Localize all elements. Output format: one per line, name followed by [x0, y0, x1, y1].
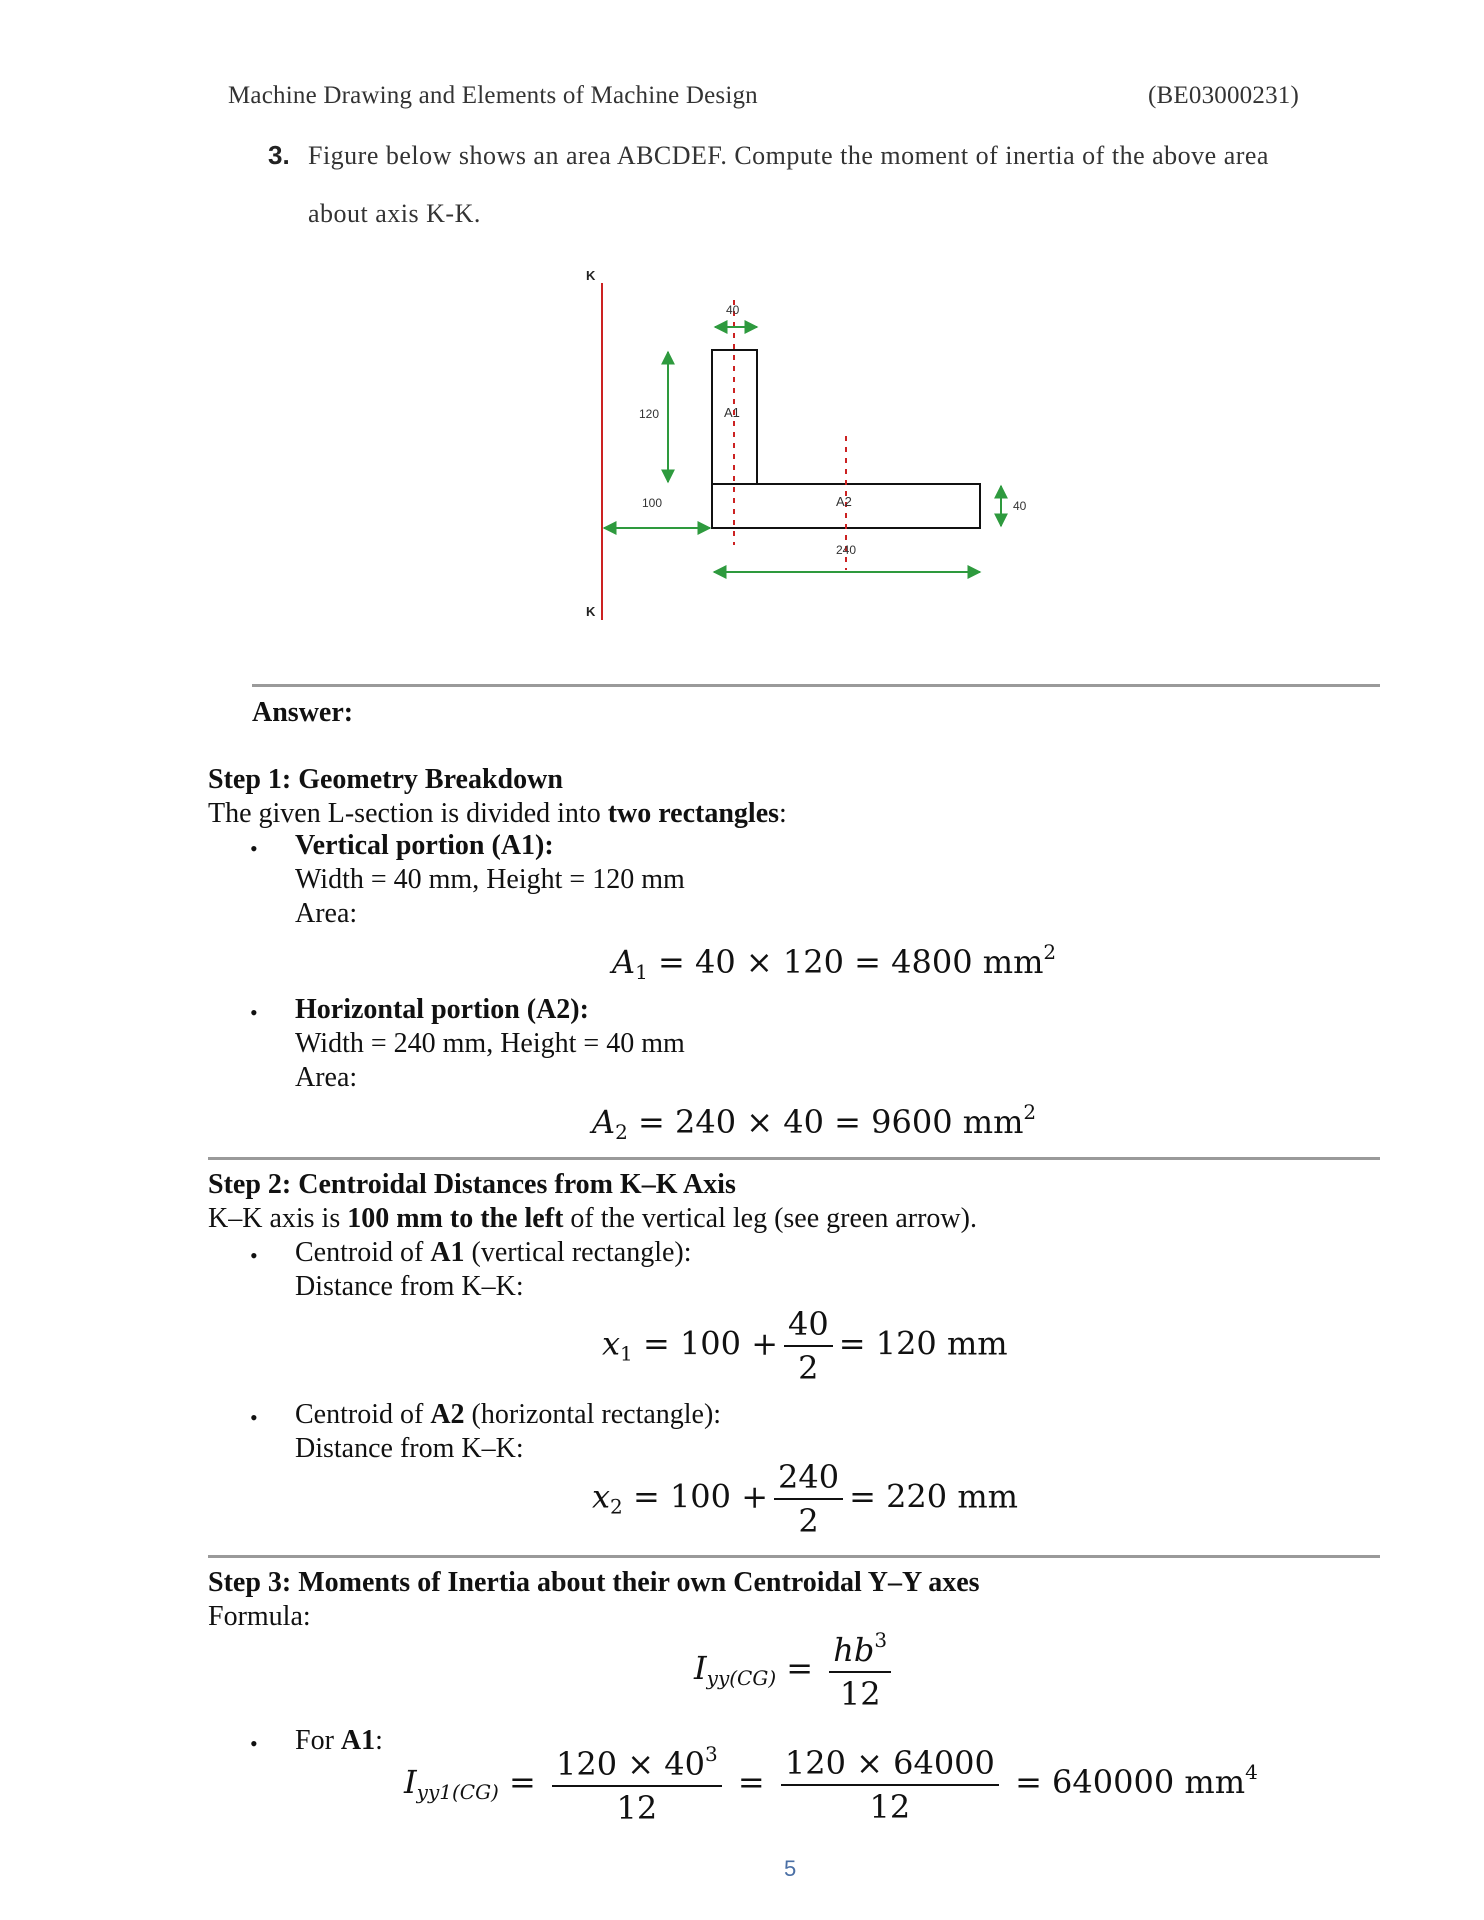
question-number: 3. [268, 140, 290, 170]
step2-b1-line2: Distance from K–K: [295, 1271, 524, 1302]
header-right: (BE03000231) [1148, 82, 1299, 109]
step2-heading: Step 2: Centroidal Distances from K–K Axis [208, 1169, 736, 1200]
l-section-figure [560, 255, 1040, 625]
area-label-a2: A2 [836, 494, 852, 509]
divider-step2 [208, 1157, 1380, 1160]
page-number: 5 [784, 1856, 797, 1881]
dim-height-label: 120 [639, 407, 660, 421]
step2-b1-line1: Centroid of A1 (vertical rectangle): [295, 1237, 692, 1268]
step1-a1-dims: Width = 40 mm, Height = 120 mm [295, 864, 685, 895]
equation-x2: $x_2 = 100$ + $\frac{240}{2}$ = 220 mm [592, 1458, 1018, 1540]
bullet: • [250, 1243, 258, 1268]
area-label-a1: A1 [724, 405, 740, 420]
divider-answer [252, 684, 1380, 687]
step1-a2-dims: Width = 240 mm, Height = 40 mm [295, 1028, 685, 1059]
step3-heading: Step 3: Moments of Inertia about their own Centroidal Y–Y axes [208, 1567, 980, 1598]
equation-x1: $x_1 = 100$ + $\frac{40}{2}$ = 120 mm [602, 1305, 1008, 1387]
question-line-2: about axis K-K. [308, 199, 481, 228]
dim-flange-thickness-label: 40 [1013, 499, 1027, 513]
step2-b2-line2: Distance from K–K: [295, 1433, 524, 1464]
equation-a2-area: $A_2 = 240 \times 40 = 9600$ $mm^2$ [592, 1100, 1037, 1144]
divider-step3 [208, 1555, 1380, 1558]
answer-label: Answer: [252, 697, 354, 728]
header-left: Machine Drawing and Elements of Machine Design [228, 82, 758, 109]
equation-a1-area: $A_1 = 40 \times 120 = 4800$ $mm^2$ [612, 940, 1057, 984]
bullet: • [250, 836, 258, 861]
step3-b1-label: For A1: [295, 1725, 383, 1756]
step2-intro: K–K axis is 100 mm to the left of the vertical leg (see green arrow). [208, 1203, 977, 1234]
bullet: • [250, 1731, 258, 1756]
bullet: • [250, 1000, 258, 1025]
step2-b2-line1: Centroid of A2 (horizontal rectangle): [295, 1399, 722, 1430]
equation-iyy-formula: $I_{yy(CG)}$ = $\frac{hb^3}{12}$ [694, 1628, 897, 1713]
dim-offset-label: 100 [642, 496, 663, 510]
axis-label-top: K [586, 268, 596, 283]
dim-top-width-label: 40 [726, 303, 740, 317]
question-line-1: Figure below shows an area ABCDEF. Compute the moment of inertia of the above area [308, 141, 1269, 170]
step1-intro: The given L-section is divided into two rectangles: [208, 798, 787, 829]
step1-a2-area-label: Area: [295, 1062, 358, 1093]
equation-iyy1: $I_{yy1(CG)}$ = $\frac{120 \times 40^3}{12}$ = $\frac{120 \times 64000}{12}$ = 640000 $mm^4$ [404, 1742, 1258, 1827]
step1-heading: Step 1: Geometry Breakdown [208, 764, 563, 795]
step3-formula-label: Formula: [208, 1601, 311, 1632]
dim-flange-width-label: 240 [836, 543, 857, 557]
axis-label-bottom: K [586, 604, 596, 619]
step1-a1-title: Vertical portion (A1): [295, 830, 554, 861]
bullet: • [250, 1405, 258, 1430]
step1-a1-area-label: Area: [295, 898, 358, 929]
step1-a2-title: Horizontal portion (A2): [295, 994, 589, 1025]
